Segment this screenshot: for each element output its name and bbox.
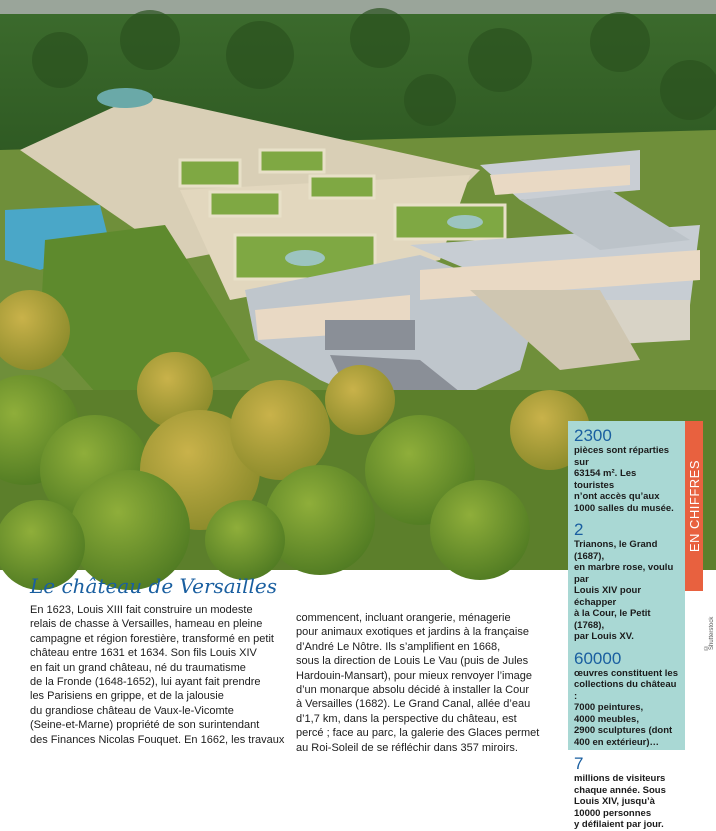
fact-line: œuvres constituent les xyxy=(574,667,678,679)
fact-number: 2300 xyxy=(574,426,612,445)
article-line: d’un monarque absolu décidé à installer la Cour xyxy=(296,684,529,697)
fact-line: par Louis XV. xyxy=(574,631,634,642)
article-line: percé ; face au parc, la galerie des Glaces permet xyxy=(296,727,540,740)
article-title: Le château de Versailles xyxy=(30,574,277,598)
en-chiffres-tab xyxy=(685,421,703,591)
article-line: des Finances Nicolas Fouquet. En 1662, les travaux xyxy=(30,733,285,746)
article-line: du grandiose château de Vaux-le-Vicomte xyxy=(30,704,234,717)
article-line: sous la direction de Louis Le Vau (puis de Jules xyxy=(296,655,529,668)
fact-line: millions de visiteurs xyxy=(574,773,666,784)
fact-line: 7000 peintures, xyxy=(574,702,644,713)
fact-line: chaque année. Sous xyxy=(574,784,666,796)
article-line: à Versailles (1682). Le Grand Canal, allée d’eau xyxy=(296,698,531,711)
article-line: de la Fronde (1648-1652), lui ayant fait prendre xyxy=(30,676,261,689)
fact-rooms xyxy=(574,427,679,514)
article-line: En 1623, Louis XIII fait construire un modeste xyxy=(30,604,253,616)
fact-text xyxy=(574,668,679,749)
fact-line: en marbre rose, voulu par xyxy=(574,562,674,585)
fact-line: Trianons, le Grand (1687), xyxy=(574,539,658,562)
fact-number: 7 xyxy=(574,754,584,773)
article-line: d’1,7 km, dans la perspective du château, est xyxy=(296,712,517,725)
fact-line: 10000 personnes xyxy=(574,807,652,819)
fact-number: 60000 xyxy=(574,648,622,668)
fact-line: 4000 meubles, xyxy=(574,713,639,725)
fact-line: y défilaient par jour. xyxy=(574,819,664,830)
article-line: château entre 1631 et 1634. Son fils Louis XIV xyxy=(30,647,257,660)
article-line: commencent, incluant orangerie, ménagerie xyxy=(296,612,511,624)
article-line: Hardouin-Mansart), pour mieux renvoyer l’image xyxy=(296,669,532,682)
fact-visitors xyxy=(574,755,679,831)
article-line: d’André Le Nôtre. Ils s’amplifient en 1668, xyxy=(296,640,501,653)
fact-artworks xyxy=(574,650,679,749)
article-line: les Parisiens en grippe, et de la jalousie xyxy=(30,690,224,703)
fact-line: 2900 sculptures (dont xyxy=(574,725,673,736)
article-line: campagne et région forestière, transformé en petit xyxy=(30,632,274,645)
fact-line: 1000 salles du musée. xyxy=(574,502,674,514)
fact-text xyxy=(574,539,679,643)
fact-text xyxy=(574,773,679,831)
article-column-2 xyxy=(296,611,564,755)
fact-trianons xyxy=(574,521,679,643)
photo-credit: © Shutterstock xyxy=(703,616,715,650)
fact-number: 2 xyxy=(574,520,584,539)
article-line: (Seine-et-Marne) propriété de son surintendant xyxy=(30,719,260,732)
fact-line: collections du château : xyxy=(574,679,677,702)
article-line: relais de chasse à Versailles, hameau en pleine xyxy=(30,618,263,631)
fact-line: n’ont accès qu’aux xyxy=(574,491,660,502)
fact-line: 400 en extérieur)… xyxy=(574,736,660,748)
fact-text xyxy=(574,445,679,514)
article-line: au Roi-Soleil de se réfléchir dans 357 miroirs. xyxy=(296,741,518,754)
en-chiffres-label: EN CHIFFRES xyxy=(686,459,702,553)
fact-line: à la Cour, le Petit (1768), xyxy=(574,608,651,631)
fact-line: pièces sont réparties sur xyxy=(574,445,670,468)
fact-line: Louis XIV, jusqu’à xyxy=(574,796,655,807)
article-line: en fait un grand château, né du traumatisme xyxy=(30,661,246,674)
article-column-1 xyxy=(30,603,285,747)
facts-sidebar xyxy=(568,421,685,830)
article-line: pour animaux exotiques et jardins à la française xyxy=(296,626,529,639)
fact-line: Louis XIV pour échapper xyxy=(574,585,642,608)
fact-line: 63154 m². Les touristes xyxy=(574,468,637,491)
